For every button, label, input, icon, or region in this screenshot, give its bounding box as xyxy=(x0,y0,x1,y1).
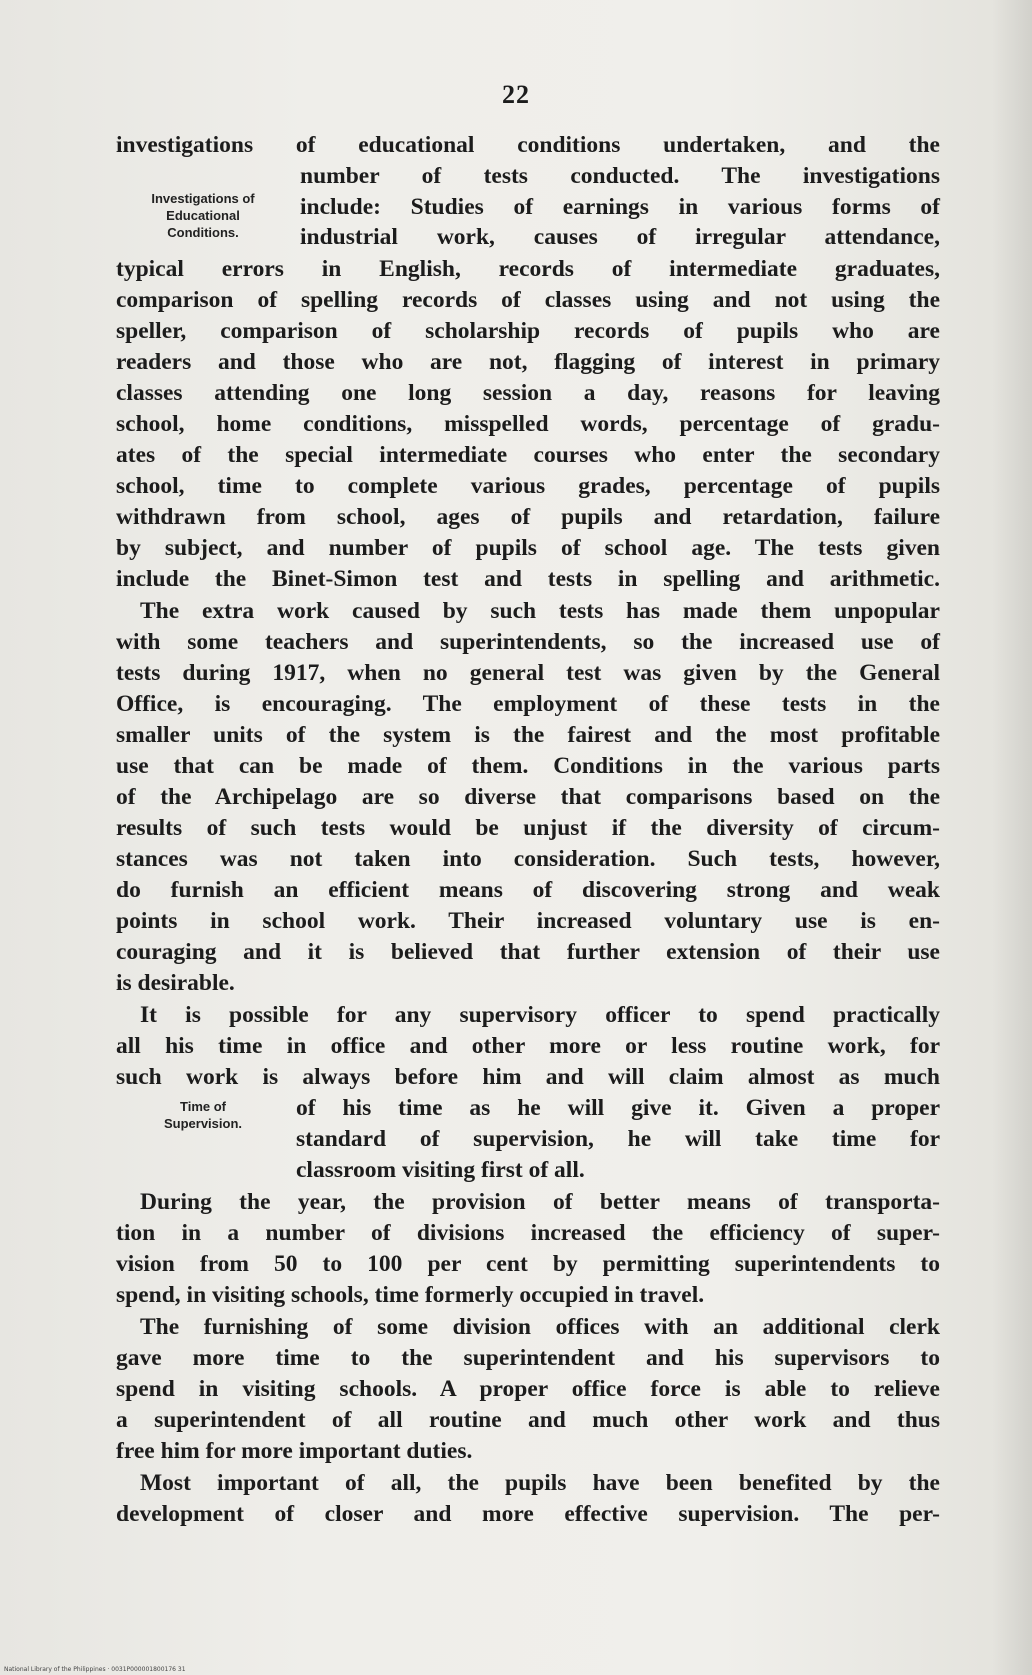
text-line: all his time in office and other more or less routine work, for xyxy=(116,1033,940,1059)
text-line: stances was not taken into consideration. Such tests, however, xyxy=(116,846,940,872)
text-line: smaller units of the system is the fairest and the most profitable xyxy=(116,722,940,748)
text-line: free him for more important duties. xyxy=(116,1438,473,1464)
text-line: results of such tests would be unjust if the diversity of circum- xyxy=(116,815,940,841)
text-line: standard of supervision, he will take time for xyxy=(296,1126,940,1152)
text-line: It is possible for any supervisory officer to spend practically xyxy=(140,1002,940,1028)
text-line: During the year, the provision of better means of transporta- xyxy=(140,1189,940,1215)
text-line: Most important of all, the pupils have been benefited by the xyxy=(140,1470,940,1496)
text-line: development of closer and more effective supervision. The per- xyxy=(116,1501,940,1527)
text-line: of the Archipelago are so diverse that comparisons based on the xyxy=(116,784,940,810)
sidenote-investigations xyxy=(128,190,278,241)
text-line: typical errors in English, records of intermediate graduates, xyxy=(116,256,940,282)
text-line: investigations of educational conditions undertaken, and the xyxy=(116,132,940,158)
text-line: by subject, and number of pupils of school age. The tests given xyxy=(116,535,940,561)
text-line: industrial work, causes of irregular attendance, xyxy=(300,224,940,250)
text-line: ates of the special intermediate courses who enter the secondary xyxy=(116,442,940,468)
text-line: a superintendent of all routine and much other work and thus xyxy=(116,1407,940,1433)
text-line: points in school work. Their increased voluntary use is en- xyxy=(116,908,940,934)
text-line: Office, is encouraging. The employment of these tests in the xyxy=(116,691,940,717)
text-line: couraging and it is believed that further extension of their use xyxy=(116,939,940,965)
sidenote-line: Time of xyxy=(180,1099,226,1114)
sidenote-line: Educational xyxy=(166,208,240,223)
text-line: classes attending one long session a day, reasons for leaving xyxy=(116,380,940,406)
text-line: is desirable. xyxy=(116,970,235,996)
text-line: The furnishing of some division offices with an additional clerk xyxy=(140,1314,940,1340)
page-number: 22 xyxy=(502,80,530,109)
text-line: spend, in visiting schools, time formerly occupied in travel. xyxy=(116,1282,705,1308)
sidenote-line: Investigations of xyxy=(151,191,255,206)
text-line: speller, comparison of scholarship records of pupils who are xyxy=(116,318,940,344)
text-line: include the Binet-Simon test and tests in spelling and arithmetic. xyxy=(116,566,940,592)
text-line: such work is always before him and will claim almost as much xyxy=(116,1064,940,1090)
text-line: gave more time to the superintendent and his supervisors to xyxy=(116,1345,940,1371)
text-line: tion in a number of divisions increased the efficiency of super- xyxy=(116,1220,940,1246)
text-line: do furnish an efficient means of discovering strong and weak xyxy=(116,877,940,903)
text-line: include: Studies of earnings in various forms of xyxy=(300,194,940,220)
text-line: of his time as he will give it. Given a proper xyxy=(296,1095,940,1121)
text-line: comparison of spelling records of classes using and not using the xyxy=(116,287,940,313)
sidenote-supervision xyxy=(148,1098,258,1132)
page-edge-shadow xyxy=(992,0,1032,1675)
text-line: spend in visiting schools. A proper office force is able to relieve xyxy=(116,1376,940,1402)
text-line: tests during 1917, when no general test was given by the General xyxy=(116,660,940,686)
text-line: use that can be made of them. Conditions in the various parts xyxy=(116,753,940,779)
sidenote-line: Conditions. xyxy=(167,225,239,240)
text-line: readers and those who are not, flagging of interest in primary xyxy=(116,349,940,375)
sidenote-line: Supervision. xyxy=(163,1116,243,1131)
text-line: The extra work caused by such tests has made them unpopular xyxy=(140,598,940,624)
text-line: vision from 50 to 100 per cent by permitting superintendents to xyxy=(116,1251,940,1277)
text-line: school, time to complete various grades, percentage of pupils xyxy=(116,473,940,499)
text-line: withdrawn from school, ages of pupils and retardation, failure xyxy=(116,504,940,530)
text-line: school, home conditions, misspelled words, percentage of gradu- xyxy=(116,411,940,437)
text-line: classroom visiting first of all. xyxy=(296,1157,585,1183)
library-footer: National Library of the Philippines · 0031P000001800176 31 xyxy=(4,1666,186,1673)
text-line: number of tests conducted. The investigations xyxy=(300,163,940,189)
text-line: with some teachers and superintendents, so the increased use of xyxy=(116,629,940,655)
